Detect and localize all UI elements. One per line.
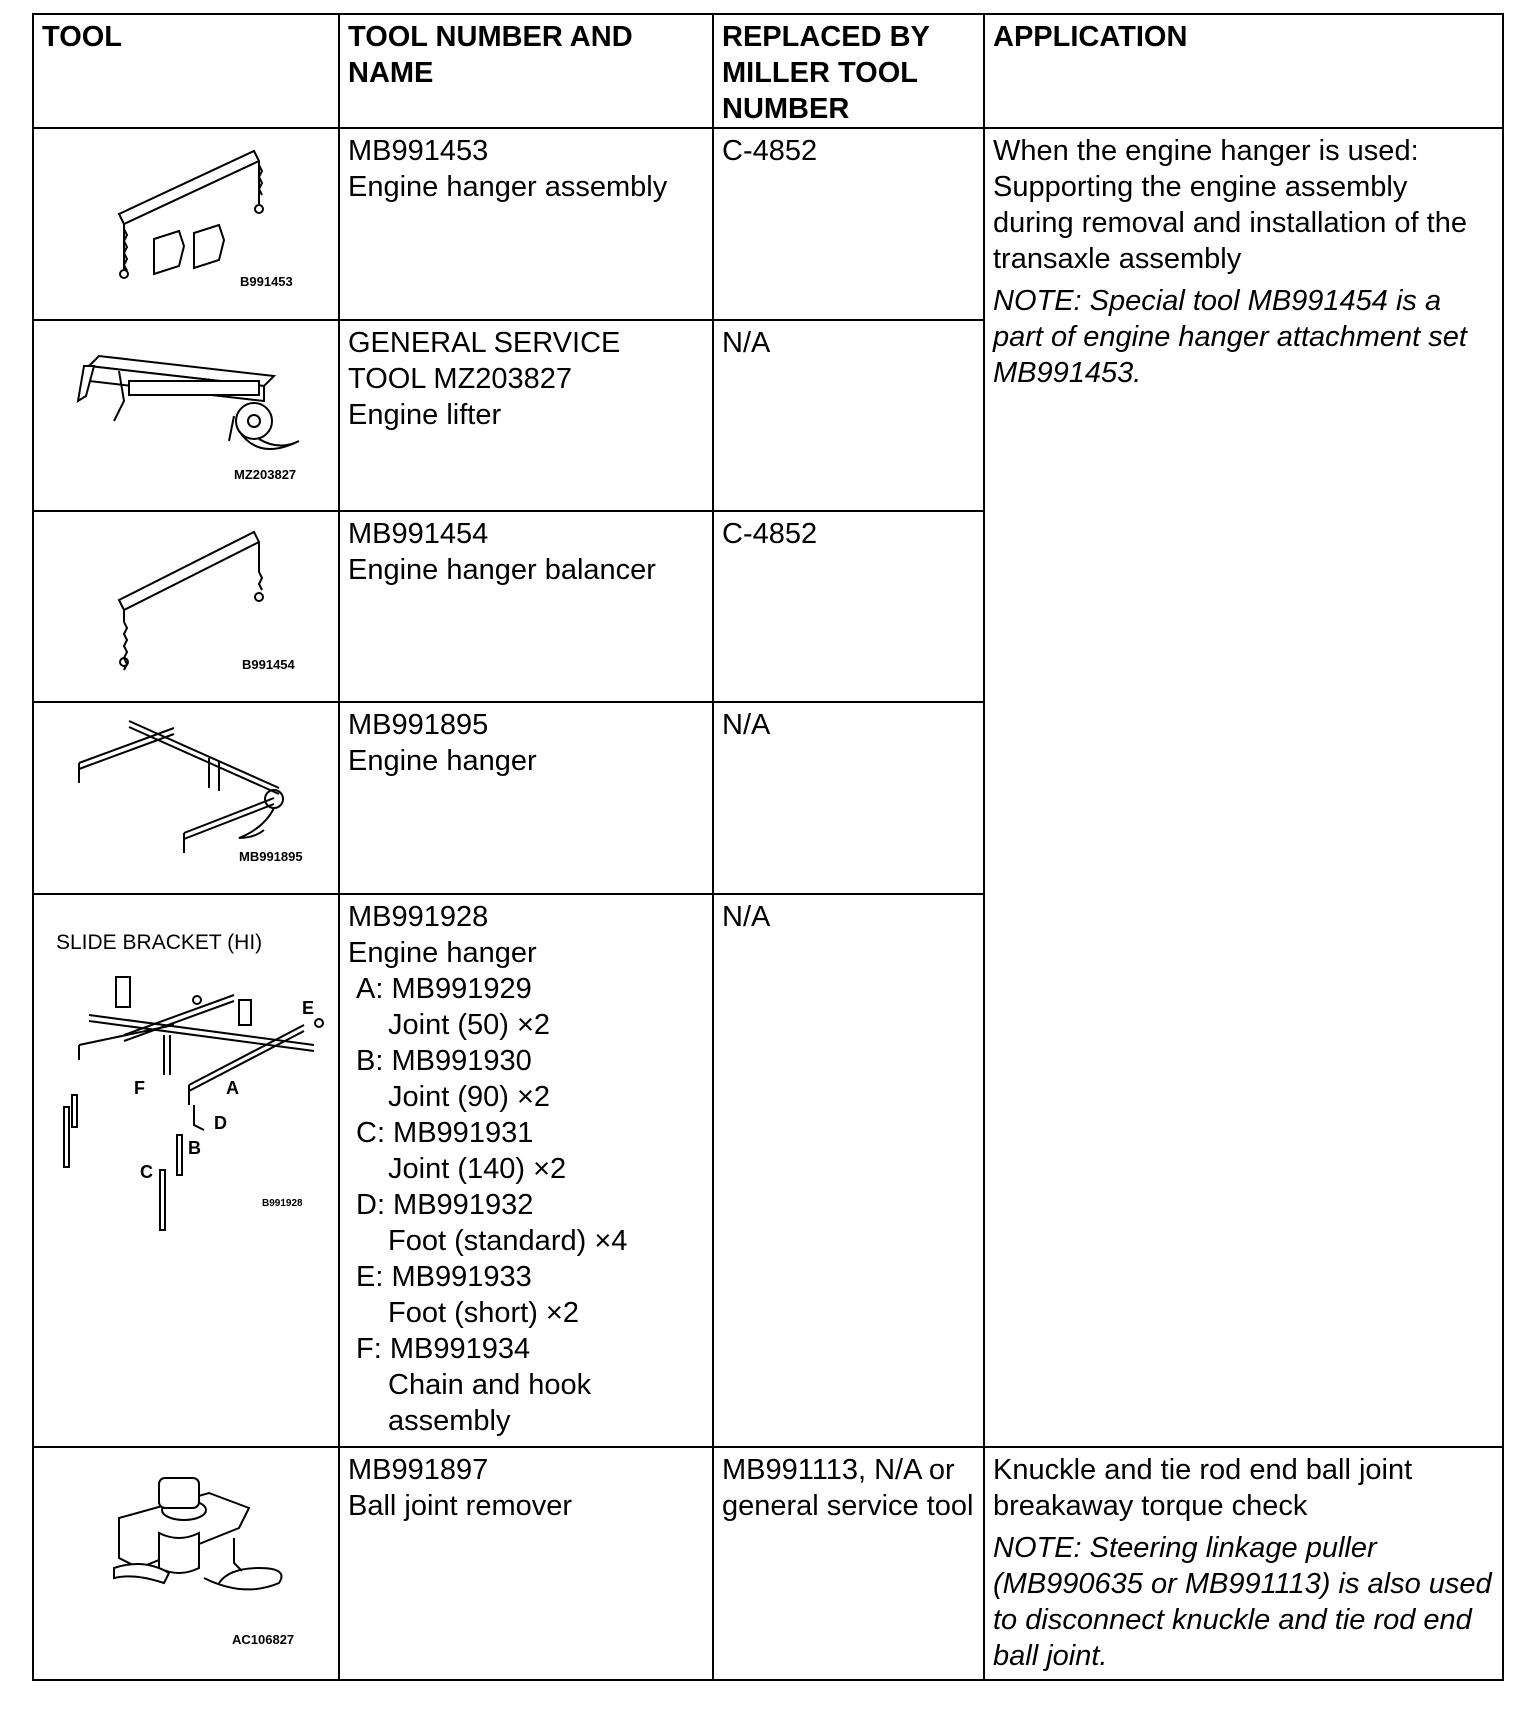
tool-number-line1: GENERAL SERVICE [348, 327, 621, 359]
part-letter-a: A [226, 1078, 239, 1098]
part-desc-a: Joint (50) ×2 [388, 1009, 551, 1041]
application-text: When the engine hanger is used: Supporting the engine assembly during removal and installation of the transaxle assembly [993, 135, 1467, 275]
tool-number-line2: TOOL MZ203827 [348, 363, 573, 395]
tool-image-cell [33, 511, 339, 702]
part-code-e: E: MB991933 [356, 1261, 532, 1293]
part-code-d: D: MB991932 [356, 1189, 534, 1221]
miller-number: C-4852 [713, 128, 984, 320]
header-miller: REPLACED BY MILLER TOOL NUMBER [713, 14, 984, 128]
part-desc-e: Foot (short) ×2 [388, 1297, 579, 1329]
application-cell [984, 128, 1503, 1447]
part-code-a: A: MB991929 [356, 973, 532, 1005]
part-desc-f: Chain and hook [388, 1369, 592, 1401]
tool-number-name [339, 894, 713, 1447]
table-row [33, 128, 1503, 320]
tool-number-name [339, 511, 713, 702]
engine-hanger-assembly-illustration [34, 129, 338, 319]
tool-image-code: MZ203827 [234, 467, 297, 482]
tool-image-code: B991453 [240, 274, 293, 289]
header-tool: TOOL [33, 14, 339, 128]
special-tools-table [32, 13, 1504, 1681]
miller-number: N/A [713, 702, 984, 894]
table-row [33, 1447, 1503, 1680]
tool-number-name [339, 320, 713, 511]
tool-image-cell [33, 894, 339, 1447]
tool-number: MB991454 [348, 518, 489, 550]
miller-number: MB991113, N/A or general service tool [713, 1447, 984, 1680]
engine-hanger-illustration [34, 703, 338, 893]
tool-number-name [339, 1447, 713, 1680]
tool-number: MB991895 [348, 709, 489, 741]
part-desc-c: Joint (140) ×2 [388, 1153, 567, 1185]
tool-name: Engine hanger [348, 745, 537, 777]
tool-name: Engine lifter [348, 399, 502, 431]
part-desc-f-line2: assembly [388, 1405, 511, 1437]
tool-image-code: AC106827 [232, 1632, 295, 1647]
tool-image-code: B991454 [242, 657, 295, 672]
tool-image-cell [33, 1447, 339, 1680]
part-letter-d: D [214, 1113, 227, 1133]
part-code-b: B: MB991930 [356, 1045, 532, 1077]
tool-number: MB991928 [348, 901, 489, 933]
tool-number-name [339, 128, 713, 320]
slide-bracket-label: SLIDE BRACKET (HI) [56, 931, 263, 954]
tool-image-cell [33, 320, 339, 511]
engine-hanger-set-illustration [34, 895, 338, 1446]
part-desc-b: Joint (90) ×2 [388, 1081, 551, 1113]
tool-image-cell [33, 128, 339, 320]
tool-number: MB991897 [348, 1454, 489, 1486]
tool-name: Engine hanger balancer [348, 554, 656, 586]
tool-number-name [339, 702, 713, 894]
tool-image-code: MB991895 [239, 849, 303, 864]
part-code-f: F: MB991934 [356, 1333, 531, 1365]
part-code-c: C: MB991931 [356, 1117, 534, 1149]
tool-number: MB991453 [348, 135, 489, 167]
tool-name: Engine hanger [348, 937, 537, 969]
part-desc-d: Foot (standard) ×4 [388, 1225, 628, 1257]
tool-name: Engine hanger assembly [348, 171, 668, 203]
miller-number: N/A [713, 894, 984, 1447]
application-cell [984, 1447, 1503, 1680]
header-number-name: TOOL NUMBER AND NAME [339, 14, 713, 128]
application-note: NOTE: Special tool MB991454 is a part of engine hanger attachment set MB991453. [993, 285, 1467, 389]
part-letter-b: B [188, 1138, 201, 1158]
miller-number: N/A [713, 320, 984, 511]
header-row [33, 14, 1503, 128]
tool-image-cell [33, 702, 339, 894]
application-text: Knuckle and tie rod end ball joint breakaway torque check [993, 1454, 1413, 1522]
miller-number: C-4852 [713, 511, 984, 702]
part-letter-f: F [134, 1078, 145, 1098]
tool-name: Ball joint remover [348, 1490, 573, 1522]
application-note: NOTE: Steering linkage puller (MB990635 or MB991113) is also used to disconnect knuckle and tie rod end ball joint. [993, 1532, 1492, 1672]
part-letter-c: C [140, 1162, 153, 1182]
tool-image-code: B991928 [262, 1198, 303, 1209]
part-letter-e: E [302, 998, 315, 1018]
engine-hanger-balancer-illustration [34, 512, 338, 701]
header-application: APPLICATION [984, 14, 1503, 128]
